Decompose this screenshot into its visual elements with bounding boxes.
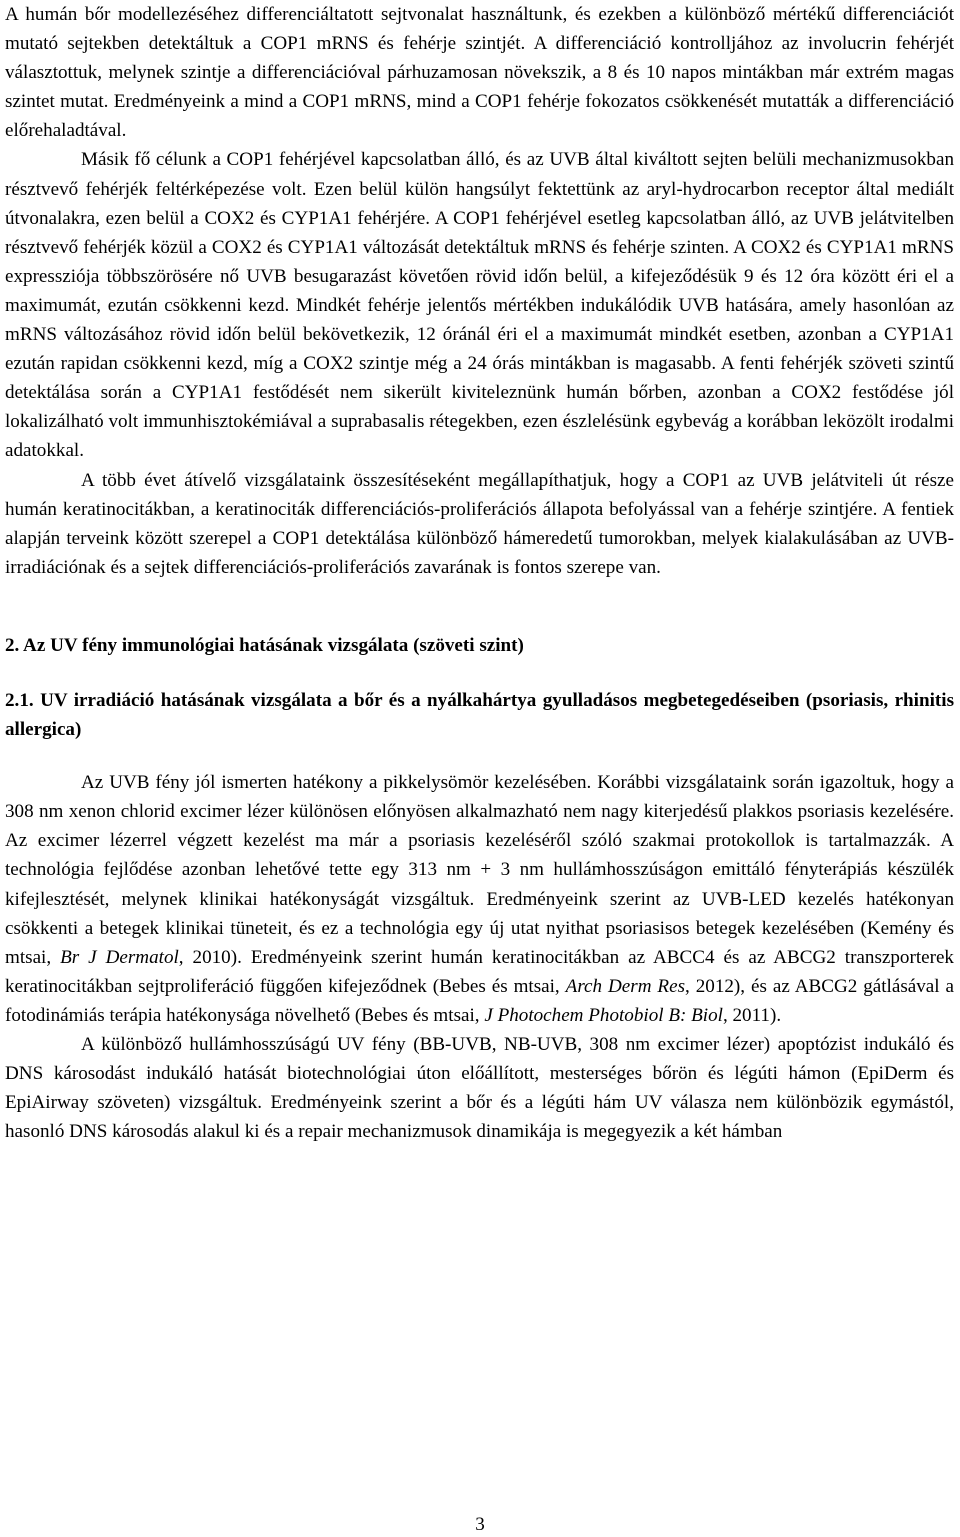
paragraph-cop1-differentiation: A humán bőr modellezéséhez differenciáltatott sejtvonalat használtunk, és ezekben a különböző mértékű differenciációt mutató sejtekben detektáltuk a COP1 mRNS és fehérje szintjét. A differenciáció kontrolljához az involucrin fehérjét választottuk, melynek szintje a differenciációval párhuzamosan növekszik, a 8 és 10 napos mintákban már extrém magas szintet mutat. Eredményeink a mind a COP1 mRNS, mind a COP1 fehérje fokozatos csökkenését mutatták a differenciáció előrehaladtával. — [5, 4, 954, 142]
page-number: 3 — [475, 1514, 485, 1535]
journal-title: Br J Dermatol — [60, 946, 179, 968]
section-heading-2: 2. Az UV fény immunológiai hatásának vizsgálata (szöveti szint) — [5, 634, 524, 656]
subsection-heading-2-1: 2.1. UV irradiáció hatásának vizsgálata a bőr és a nyálkahártya gyulladásos megbetegedéseiben (psoriasis, rhinitis allergica) — [5, 689, 954, 741]
paragraph-segment: , 2012), és az ABCG2 gátlásával a fotodinámiás terápia hatékonysága növelhető (Bebes és mtsai, — [5, 975, 954, 1026]
paragraph-segment: , 2010). Eredményeink szerint humán keratinocitákban az ABCC4 és az ABCG2 transzporterek keratinocitákban sejtproliferáció függően kifejeződnek (Bebes és mtsai, — [5, 946, 954, 997]
journal-title: J Photochem Photobiol B: Biol — [484, 1004, 723, 1026]
journal-title: Arch Derm Res — [565, 975, 686, 997]
paragraph-summary-conclusion: A több évet átívelő vizsgálataink összesítéseként megállapíthatjuk, hogy a COP1 az UVB jelátviteli út része humán keratinocitákban, a keratinociták differenciációs-proliferációs állapota befolyással van a fehérje szintjére. A fentiek alapján terveink között szerepel a COP1 detektálása különböző hámeredetű tumorokban, melyek kialakulásában az UVB-irradiációnak és a sejtek differenciációs-proliferációs zavarának is fontos szerepe van. — [5, 469, 954, 578]
paragraph-cop1-partner-proteins: Másik fő célunk a COP1 fehérjével kapcsolatban álló, és az UVB által kiváltott sejten belüli mechanizmusokban résztvevő fehérjék feltérképezése volt. Ezen belül külön hangsúlyt fektettünk az aryl-hydrocarbon receptor által mediált útvonalakra, ezen belül a COX2 és CYP1A1 fehérjére. A COP1 fehérjével esetleg kapcsolatban álló, az UVB jelátvitelben résztvevő fehérjék közül a COX2 és CYP1A1 változását detektáltuk mRNS és fehérje szinten. A COX2 és CYP1A1 mRNS expressziója többszörösére nő UVB besugarazást követően rövid időn belül, a kifejeződésük 9 és 12 óra között éri el a maximumát, ezután csökkenni kezd. Mindkét fehérje jelentős mértékben indukálódik UVB hatására, amely hasonlóan az mRNS változásához rövid időn belül bekövetkezik, 12 óránál éri el a maximumát mindkét esetben, azonban a CYP1A1 ezután rapidan csökkenni kezd, míg a COX2 szintje még a 24 órás mintákban is magasabb. A fenti fehérjék szöveti szintű detektálása során a CYP1A1 festődését nem sikerült kiviteleznünk humán bőrben, azonban a COX2 festődése jól lokalizálható volt immunhisztokémiával a suprabasalis rétegekben, ezen észlelésünk egybevág a korábban leközölt irodalmi adatokkal. — [5, 149, 954, 462]
document-page — [5, 0, 954, 1146]
paragraph-segment: , 2011). — [722, 1004, 782, 1026]
paragraph-uv-apoptosis-dna: A különböző hullámhosszúságú UV fény (BB-UVB, NB-UVB, 308 nm excimer lézer) apoptózist indukáló és DNS károsodást indukáló hatását biotechnológiai úton előállított, mesterséges bőrön és légúti hámon (EpiDerm és EpiAirway szöveten) vizsgáltuk. Eredményeink szerint a bőr és a légúti hám UV válasza nem különbözik egymástól, hasonló DNS károsodás alakul ki és a repair mechanizmusok dinamikája is megegyezik a két hámban — [5, 1034, 954, 1143]
paragraph-uvb-psoriasis — [5, 768, 954, 1030]
paragraph-segment: Az UVB fény jól ismerten hatékony a pikkelysömör kezelésében. Korábbi vizsgálataink során igazoltuk, hogy a 308 nm xenon chlorid excimer lézer különösen előnyösen alkalmazható nem nagy kiterjedésű plakkos psoriasis kezelésére. Az excimer lézerrel végzett kezelést ma már a psoriasis kezeléséről szóló szakmai protokollok is tartalmazzák. A technológia fejlődése azonban lehetővé tette egy 313 nm + 3 nm hullámhosszúságon emittáló fényterápiás készülék kifejlesztését, melynek klinikai hatékonyságát vizsgáltuk. Eredményeink szerint az UVB-LED kezelés hatékonyan csökkenti a betegek klinikai tüneteit, és ez a technológia egy új utat nyithat psoriasisos betegek kezelésében (Kemény és mtsai, — [5, 772, 954, 968]
